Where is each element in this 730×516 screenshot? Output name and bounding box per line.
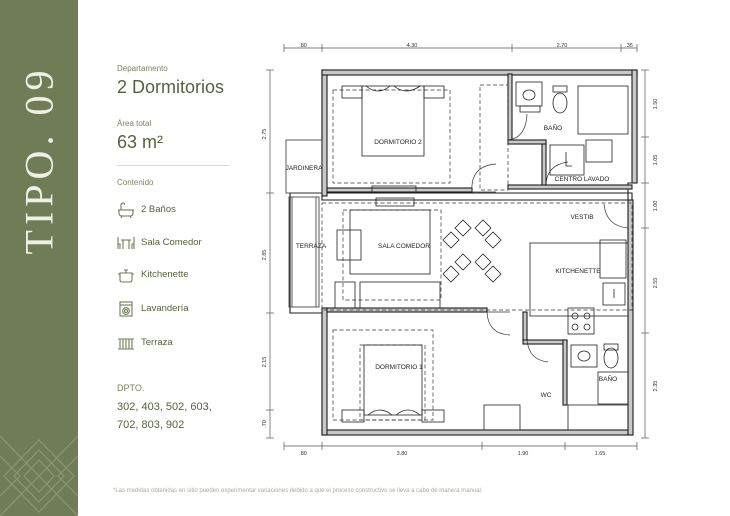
room-wc: WC <box>540 392 552 399</box>
dim-bottom-1: .80 <box>299 451 307 457</box>
cooking-pot-icon <box>117 267 135 283</box>
dim-left-4: .70 <box>262 420 268 428</box>
amenity-label: Terraza <box>141 337 173 348</box>
divider <box>117 165 229 166</box>
amenity-bathrooms <box>117 202 247 220</box>
walls <box>290 70 637 435</box>
room-jardinera: JARDINERA <box>285 165 323 172</box>
dim-right-4: 2.55 <box>653 277 659 289</box>
railing-icon <box>117 335 135 351</box>
dim-top-3: 2.70 <box>556 43 568 49</box>
amenity-label: Lavandería <box>141 303 189 314</box>
room-centro-lavado: CENTRO LAVADO <box>554 176 610 183</box>
amenity-kitchenette <box>117 267 247 285</box>
dim-top-2: 4.30 <box>406 43 418 49</box>
washing-machine-icon <box>117 301 135 317</box>
dim-bottom-2: 3.80 <box>396 451 408 457</box>
dining-chairs <box>443 220 501 282</box>
area-value: 63 m² <box>117 132 164 152</box>
amenity-label: 2 Baños <box>141 204 176 215</box>
units-list-line-2: 702, 803, 902 <box>117 419 185 431</box>
dim-right-5: 2.35 <box>653 380 659 392</box>
furniture <box>335 82 628 430</box>
dim-left-1: 2.75 <box>262 128 268 140</box>
amenity-terrace <box>117 335 247 353</box>
amenity-laundry <box>117 301 247 319</box>
room-vestib: VESTIB <box>570 214 594 221</box>
dim-right-1: 1.50 <box>653 98 659 110</box>
contents-label: Contenido <box>117 178 154 187</box>
room-terraza: TERRAZA <box>295 243 327 250</box>
dim-left-3: 2.15 <box>262 356 268 368</box>
room-kitchenette: KITCHENETTE <box>555 268 601 275</box>
dim-bottom-3: 1.90 <box>517 451 529 457</box>
sidebar-panel <box>0 0 78 516</box>
decorative-pattern-icon <box>0 436 78 516</box>
area-label: Área total <box>117 119 152 128</box>
dim-right-2: 1.05 <box>653 154 659 166</box>
amenity-label: Sala Comedor <box>141 237 202 248</box>
units-list-line-1: 302, 403, 502, 603, <box>117 401 212 413</box>
dim-top-4: .35 <box>625 43 633 49</box>
dim-left-2: 2.85 <box>262 249 268 261</box>
footnote: *Las medidas obtenidas en sitio pueden experimentar variaciones debido a que el proceso constructivo se lleva a cabo de manera manual. <box>113 488 483 494</box>
amenity-dining <box>117 235 247 253</box>
dim-right-3: 1.00 <box>653 200 659 212</box>
dim-top-1: .80 <box>299 43 307 49</box>
furniture-dashed <box>322 85 632 420</box>
room-sala-comedor: SALA COMEDOR <box>377 243 431 250</box>
category-label: Departamento <box>117 64 168 73</box>
dining-table-icon <box>117 235 135 251</box>
unit-name: 2 Dormitorios <box>117 77 225 97</box>
floor-plan <box>262 40 662 460</box>
room-dormitorio-2: DORMITORIO 2 <box>374 139 422 146</box>
unit-type-title: TIPO. 09 <box>16 65 62 255</box>
bathtub-icon <box>117 202 135 218</box>
room-bano-top: BAÑO <box>543 125 563 132</box>
amenity-label: Kitchenette <box>141 269 189 280</box>
room-dormitorio-1: DORMITORIO 1 <box>375 364 423 371</box>
units-label: DPTO. <box>117 383 145 393</box>
dim-bottom-4: 1.65 <box>594 451 606 457</box>
room-bano-bottom: BAÑO <box>598 376 618 383</box>
